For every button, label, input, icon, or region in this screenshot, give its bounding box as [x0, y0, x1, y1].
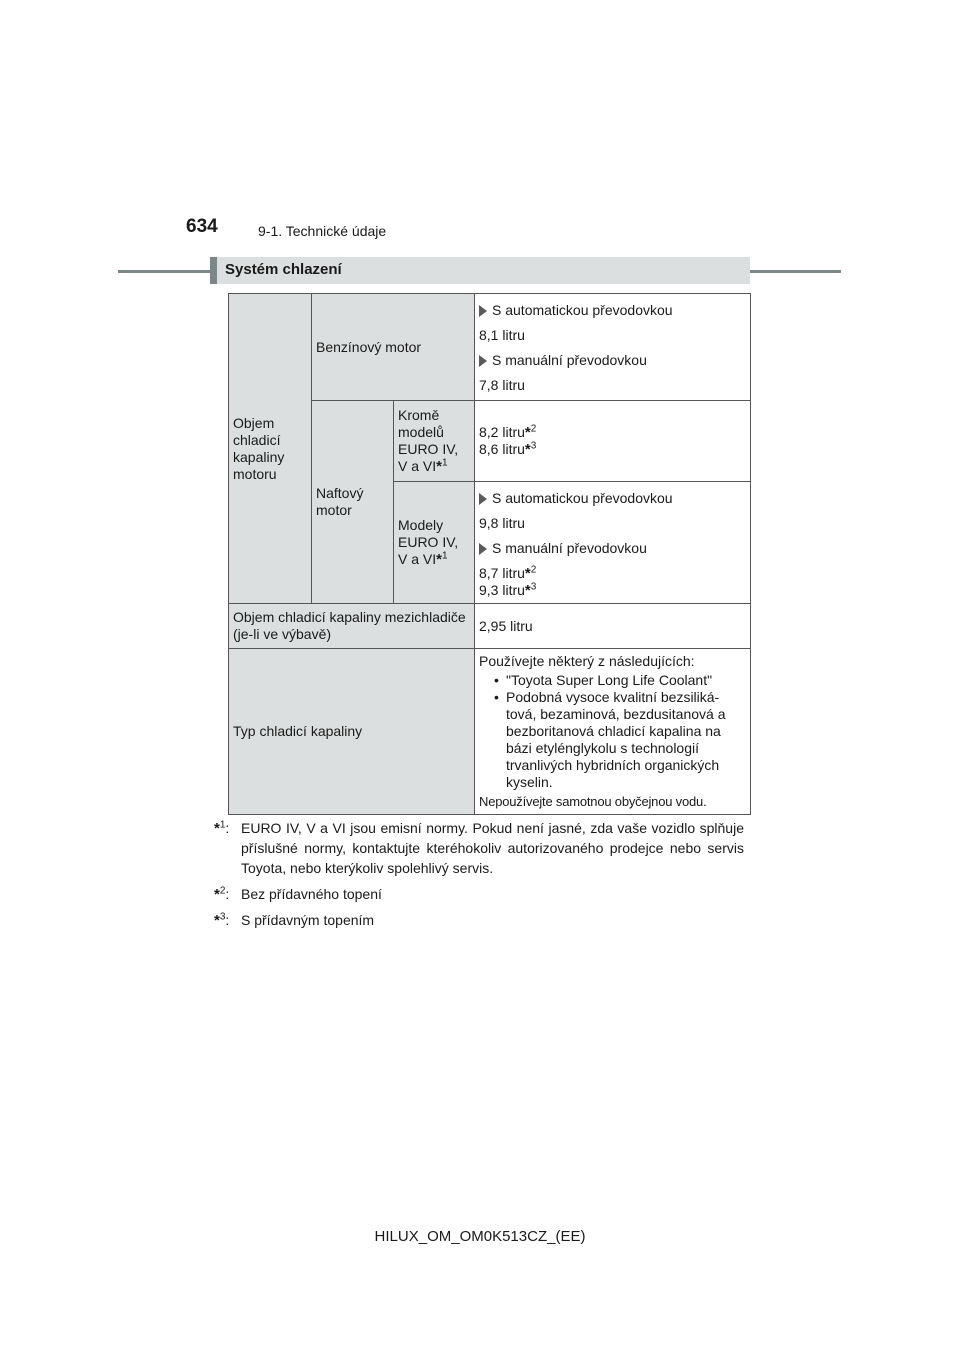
footnote-text: Bez přídavného topení	[241, 886, 382, 902]
footnote-mark: 1	[219, 819, 226, 831]
coolant-options-list	[479, 672, 746, 791]
diesel-euro-auto-label: S automatickou převodovkou	[492, 490, 673, 506]
page-number: 634	[186, 216, 218, 237]
footnote-2: *$^2$: Bez přídavného topení	[214, 884, 744, 904]
petrol-auto-label: S automatickou převodovkou	[492, 302, 673, 318]
footnote-ref: 3	[530, 440, 537, 452]
footnote-mark: 3	[219, 911, 226, 923]
diesel-except-values	[475, 401, 751, 482]
cooling-spec-table	[228, 293, 751, 815]
footnote-text: EURO IV, V a VI jsou emisní normy. Pokud není jasné, zda vaše vozidlo splňuje příslušné normy, kontaktujte kteréhokoliv autorizovaného prodejce nebo servis Toyota, nebo kterýkoliv spolehlivý servis.	[241, 820, 744, 876]
subsection-marker	[210, 257, 217, 284]
petrol-manual-value: 7,8 litru	[479, 377, 525, 393]
footnote-star-icon: *	[214, 820, 220, 837]
arrow-icon	[479, 355, 487, 367]
diesel-except-value-1: 8,2 litru	[479, 424, 525, 440]
diesel-euro-auto-value: 9,8 litru	[479, 515, 525, 531]
diesel-euro-values	[475, 482, 751, 604]
footnote-star-icon: *	[436, 551, 442, 568]
intercooler-label: Objem chladicí kapaliny mezichladiče (je-li ve výbavě)	[229, 604, 475, 649]
footnote-1: *$^1$: EURO IV, V a VI jsou emisní normy. Pokud není jasné, zda vaše vozidlo splňuje příslušné normy, kontaktujte kteréhokoliv autorizovaného prodejce nebo servis Toyota, nebo kterýkoliv spolehlivý servis.	[214, 819, 744, 876]
footnote-star-icon: *	[524, 565, 531, 582]
coolant-option: • "Toyota Super Long Life Coolant"	[506, 672, 746, 689]
diesel-euro-label: Modely EURO IV, V a VI	[398, 517, 459, 567]
diesel-euro-cell	[394, 482, 475, 604]
diesel-except-label: Kromě modelů EURO IV, V a VI	[398, 407, 459, 474]
petrol-auto-value: 8,1 litru	[479, 327, 525, 343]
footnote-star-icon: *	[436, 458, 442, 475]
intercooler-value: 2,95 litru	[475, 604, 751, 649]
coolant-warning-note: Nepoužívejte samotnou obyčejnou vodu.	[479, 794, 707, 809]
petrol-label: Benzínový motor	[312, 294, 475, 401]
coolant-option: • Podobná vysoce kvalitní bezsiliká-tová, bezaminová, bezdusitanová a bezboritanová chladicí kapalina na bázi etylénglykolu s technologií trvanlivých hybridních organických kyselin.	[506, 689, 746, 791]
petrol-manual-label: S manuální převodovkou	[492, 352, 647, 368]
subsection-bar	[210, 257, 750, 284]
footnote-ref: 1	[441, 550, 448, 562]
arrow-icon	[479, 305, 487, 317]
petrol-values	[475, 294, 751, 401]
diesel-except-cell	[394, 401, 475, 482]
footnote-star-icon: *	[524, 441, 531, 458]
subsection-title: Systém chlazení	[225, 261, 342, 278]
diesel-label: Naftový motor	[312, 401, 394, 604]
footnote-star-icon: *	[524, 424, 531, 441]
arrow-icon	[479, 493, 487, 505]
diesel-except-value-2: 8,6 litru	[479, 441, 525, 457]
footnote-ref: 3	[530, 581, 537, 593]
footnote-ref: 1	[441, 457, 448, 469]
coolant-type-values	[475, 649, 751, 815]
footnote-3: *$^3$: S přídavným topením	[214, 910, 744, 930]
footnote-mark: 2	[219, 885, 226, 897]
arrow-icon	[479, 543, 487, 555]
footnote-star-icon: *	[524, 582, 531, 599]
coolant-type-label: Typ chladicí kapaliny	[229, 649, 475, 815]
footnote-ref: 2	[530, 423, 537, 435]
footnote-text: S přídavným topením	[241, 912, 375, 928]
coolant-type-intro: Používejte některý z následujících:	[479, 653, 695, 669]
footnote-ref: 2	[530, 564, 537, 576]
diesel-euro-manual-value-2: 9,3 litru	[479, 582, 525, 598]
section-header: 9-1. Technické údaje	[258, 223, 387, 239]
diesel-euro-manual-value-1: 8,7 litru	[479, 565, 525, 581]
document-code: HILUX_OM_OM0K513CZ_(EE)	[374, 1228, 586, 1245]
engine-volume-label: Objem chladicí kapaliny motoru	[229, 294, 312, 604]
footnote-star-icon: *	[214, 886, 220, 903]
footnote-star-icon: *	[214, 912, 220, 929]
diesel-euro-manual-label: S manuální převodovkou	[492, 540, 647, 556]
